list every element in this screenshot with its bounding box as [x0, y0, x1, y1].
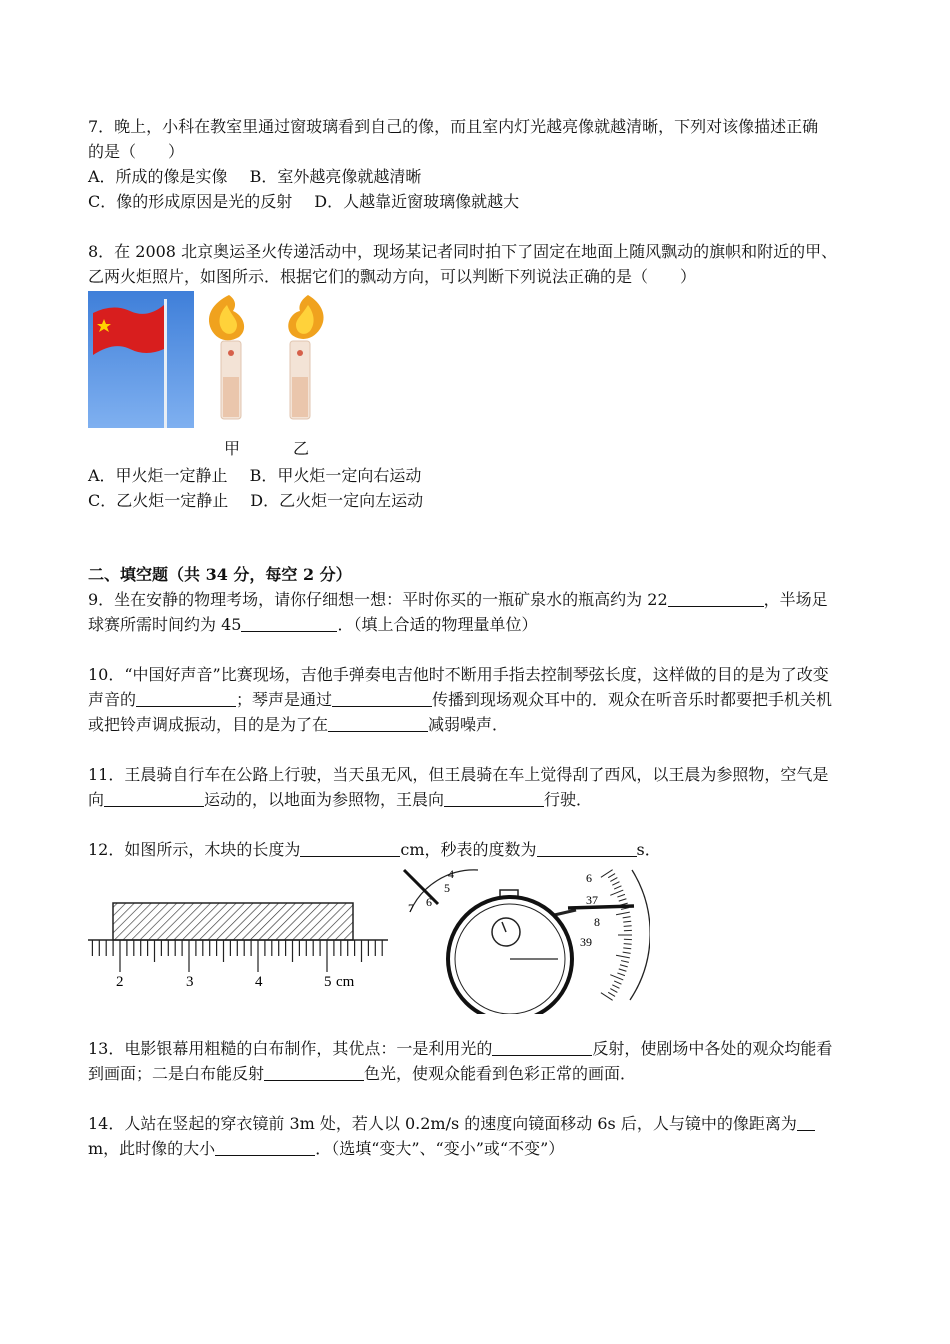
q10-text-5: 减弱噪声．	[428, 715, 509, 734]
q13-text-1: 13．电影银幕用粗糙的白布制作，其优点：一是利用光的	[88, 1039, 493, 1058]
dial-tick	[620, 965, 628, 967]
q8-stem-line1: 8．在 2008 北京奥运圣火传递活动中，现场某记者同时拍下了固定在地面上随风飘动的旗帜和附近的甲、	[88, 242, 838, 261]
q7-option-a: A．所成的像是实像	[88, 167, 228, 186]
dial-tick	[616, 955, 630, 958]
q9-blank-2[interactable]	[241, 615, 337, 632]
q11-text-3: 行驶．	[544, 790, 593, 809]
ruler-figure	[88, 898, 390, 994]
dial-tick	[623, 917, 631, 918]
ruler-label-5: 5	[324, 974, 332, 990]
q9-text-3: 球赛所需时间约为 45	[88, 615, 242, 634]
q10-blank-1[interactable]	[136, 690, 236, 707]
flag-photo	[88, 291, 194, 428]
dial-tick	[617, 973, 625, 976]
label-yi: 乙	[293, 439, 310, 458]
q8-options-cd	[88, 490, 423, 512]
q11-line2	[88, 789, 592, 811]
small-dial-5: 5	[444, 881, 450, 895]
dial-tick	[619, 969, 627, 971]
q13-text-3: 到画面；二是白布能反射	[88, 1064, 265, 1083]
q12-line	[88, 839, 661, 861]
q7-options-cd	[88, 191, 519, 213]
dial-tick	[621, 961, 629, 963]
dial-tick	[624, 944, 632, 945]
q10-blank-2[interactable]	[332, 690, 432, 707]
q11-blank-1[interactable]	[104, 790, 204, 807]
ruler-label-2: 2	[116, 974, 124, 990]
q12-blank-2[interactable]	[537, 840, 637, 857]
q7-stem-line1: 7．晚上，小科在教室里通过窗玻璃看到自己的像，而且室内灯光越亮像就越清晰，下列对该像描述正确	[88, 117, 819, 136]
q11-text-2: 运动的，以地面为参照物，王晨向	[204, 790, 445, 809]
q8-option-c: C．乙火炬一定静止	[88, 491, 229, 510]
q12-text-2: cm，秒表的度数为	[400, 840, 537, 859]
q12-blank-1[interactable]	[300, 840, 400, 857]
q9-line2	[88, 614, 537, 636]
q13-text-4: 色光，使观众能看到色彩正常的画面．	[364, 1064, 637, 1083]
dial-tick	[610, 890, 623, 895]
q10-blank-3[interactable]	[328, 715, 428, 732]
q13-line2	[88, 1063, 636, 1085]
small-dial-pointer	[404, 870, 438, 904]
dial-tick	[623, 948, 631, 949]
dial-tick	[624, 926, 632, 927]
q14-blank-2[interactable]	[215, 1139, 315, 1156]
q9-line1	[88, 589, 828, 611]
q11-line1: 11．王晨骑自行车在公路上行驶，当天虽无风，但王晨骑在车上觉得刮了西风，以王晨为参照物，空气是	[88, 765, 829, 784]
dial-tick	[610, 878, 617, 882]
dial-tick	[616, 912, 630, 915]
torch-jia	[203, 291, 255, 427]
q8-option-a: A．甲火炬一定静止	[88, 466, 228, 485]
dial-tick	[608, 874, 615, 878]
q8-options-ab	[88, 465, 421, 487]
q12-text-3: s．	[636, 840, 661, 859]
q9-text-2: ，半场足	[763, 590, 828, 609]
label-jia: 甲	[224, 439, 241, 458]
q10-text-1: 声音的	[88, 690, 137, 709]
dial-tick	[612, 985, 619, 989]
q10-text-4: 或把铃声调成振动，目的是为了在	[88, 715, 329, 734]
small-dial-4: 4	[448, 867, 454, 881]
q10-text-3: 传播到现场观众耳中的．观众在听音乐时都要把手机关机	[432, 690, 833, 709]
big-dial-37: 37	[586, 893, 598, 907]
ruler-unit-cm: cm	[336, 974, 355, 990]
wooden-block	[113, 903, 353, 940]
big-dial-8: 8	[594, 915, 600, 929]
q12-text-1: 12．如图所示，木块的长度为	[88, 840, 301, 859]
dial-tick	[610, 989, 617, 993]
dial-tick	[612, 882, 619, 886]
q8-stem-line2: 乙两火炬照片，如图所示．根据它们的飘动方向，可以判断下列说法正确的是（ ）	[88, 267, 697, 286]
dial-tick	[614, 981, 621, 984]
big-dial-pointer	[568, 906, 634, 908]
stopwatch-figure	[398, 864, 650, 1014]
q10-line2	[88, 689, 832, 711]
dial-tick	[610, 975, 623, 980]
q11-text-1: 向	[88, 790, 105, 809]
q14-text-1: 14．人站在竖起的穿衣镜前 3m 处，若人以 0.2m/s 的速度向镜面移动 6s 后，人与镜中的像距离为	[88, 1114, 797, 1133]
dial-tick	[608, 992, 615, 996]
q11-blank-2[interactable]	[444, 790, 544, 807]
q13-blank-1[interactable]	[492, 1039, 592, 1056]
section-title-fill-in: 二、填空题（共 34 分，每空 2 分）	[88, 565, 352, 584]
q13-text-2: 反射，使剧场中各处的观众均能看	[592, 1039, 833, 1058]
small-dial-7: 7	[408, 901, 414, 915]
ruler-label-3: 3	[186, 974, 194, 990]
stopwatch-body	[448, 897, 572, 1014]
q10-line3	[88, 714, 508, 736]
q14-line2	[88, 1138, 564, 1160]
q14-text-3: ．（选填“变大”、“变小”或“不变”）	[315, 1139, 565, 1158]
q9-blank-1[interactable]	[668, 590, 764, 607]
q7-option-b: B．室外越亮像就越清晰	[249, 167, 422, 186]
dial-tick	[619, 899, 627, 901]
q10-line1: 10．“中国好声音”比赛现场，吉他手弹奏电吉他时不断用手指去控制琴弦长度，这样做的目的是为了改变	[88, 665, 829, 684]
q14-line1	[88, 1113, 815, 1135]
q14-text-2: m，此时像的大小	[88, 1139, 216, 1158]
dial-tick	[623, 921, 631, 922]
big-dial-39: 39	[580, 935, 592, 949]
ruler-label-4: 4	[255, 974, 263, 990]
q7-option-c: C．像的形成原因是光的反射	[88, 192, 293, 211]
dial-tick	[623, 952, 631, 953]
q8-option-d: D．乙火炬一定向左运动	[250, 491, 424, 510]
q7-stem-line2: 的是（ ）	[88, 142, 185, 161]
q9-text-1: 9．坐在安静的物理考场，请你仔细想一想：平时你买的一瓶矿泉水的瓶高约为 22	[88, 590, 668, 609]
dial-tick	[614, 886, 621, 889]
q13-line1	[88, 1038, 832, 1060]
small-dial-6: 6	[426, 895, 432, 909]
torch-yi	[278, 291, 330, 427]
q10-text-2: ；琴声是通过	[236, 690, 333, 709]
big-dial-6: 6	[586, 871, 592, 885]
dial-tick	[617, 894, 625, 897]
q8-option-b: B．甲火炬一定向右运动	[249, 466, 422, 485]
q9-text-4: ．（填上合适的物理量单位）	[337, 615, 538, 634]
q7-options-ab	[88, 166, 421, 188]
q7-option-d: D．人越靠近窗玻璃像就越大	[314, 192, 520, 211]
q14-blank-1[interactable]	[797, 1114, 815, 1131]
q13-blank-2[interactable]	[264, 1064, 364, 1081]
